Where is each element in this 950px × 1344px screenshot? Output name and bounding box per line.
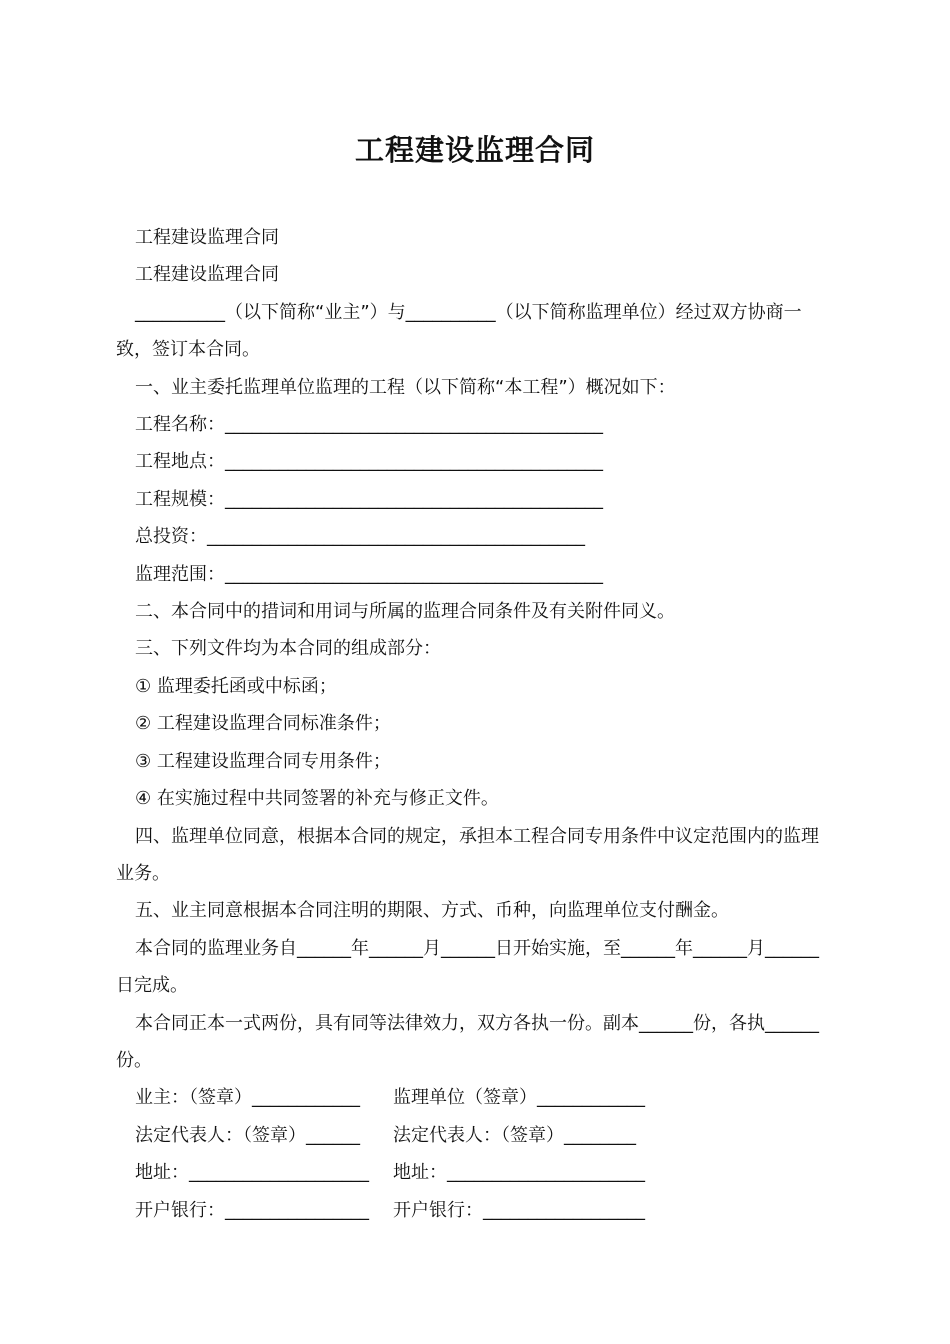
owner-address: 地址：____________________ xyxy=(135,1162,369,1184)
owner-bank: 开户银行：________________ xyxy=(135,1199,369,1221)
supervisor-legal-rep: 法定代表人：（签章）________ xyxy=(393,1124,636,1146)
clause-2: 二、本合同中的措词和用词与所属的监理合同条件及有关附件同义。 xyxy=(135,601,675,623)
supervisor-bank: 开户银行：__________________ xyxy=(393,1199,645,1221)
total-investment-field: 总投资：__________________________________________ xyxy=(135,526,585,548)
project-location-field: 工程地点：__________________________________________ xyxy=(135,451,603,473)
clause-5: 五、业主同意根据本合同注明的期限、方式、币种，向监理单位支付酬金。 xyxy=(135,900,729,922)
clause-4: 四、监理单位同意，根据本合同的规定，承担本工程合同专用条件中议定范围内的监理业务。 xyxy=(116,825,819,884)
supervision-scope-field: 监理范围：__________________________________________ xyxy=(135,563,603,585)
signature-row xyxy=(116,1079,836,1116)
supervisor-address: 地址：______________________ xyxy=(393,1162,645,1184)
clause-3-heading: 三、下列文件均为本合同的组成部分： xyxy=(135,638,441,660)
term-paragraph: 本合同的监理业务自______年______月______日开始实施，至______年______月______日完成。 xyxy=(116,937,819,997)
supervisor-signature: 监理单位（签章）____________ xyxy=(393,1087,645,1109)
subtitle-line: 工程建设监理合同 xyxy=(135,227,279,248)
document-list-item: ② 工程建设监理合同标准条件； xyxy=(135,713,391,735)
owner-legal-rep: 法定代表人：（签章）______ xyxy=(135,1124,360,1146)
project-name-field: 工程名称：__________________________________________ xyxy=(135,414,603,436)
contract-body xyxy=(116,219,836,1229)
signature-row xyxy=(116,1117,836,1154)
copies-paragraph: 本合同正本一式两份，具有同等法律效力，双方各执一份。副本______份，各执______份。 xyxy=(116,1012,819,1071)
subtitle-line: 工程建设监理合同 xyxy=(135,264,279,286)
signature-row xyxy=(116,1154,836,1191)
parties-paragraph: __________（以下简称“业主”）与__________（以下简称监理单位）经过双方协商一致，签订本合同。 xyxy=(116,301,802,361)
clause-1-heading: 一、业主委托监理单位监理的工程（以下简称“本工程”）概况如下： xyxy=(135,376,676,398)
document-list-item: ④ 在实施过程中共同签署的补充与修正文件。 xyxy=(135,788,499,810)
document-title: 工程建设监理合同 xyxy=(354,133,595,167)
document-list-item: ③ 工程建设监理合同专用条件； xyxy=(135,750,391,772)
owner-signature: 业主：（签章）____________ xyxy=(135,1087,360,1109)
project-scale-field: 工程规模：__________________________________________ xyxy=(135,488,603,510)
document-list-item: ① 监理委托函或中标函； xyxy=(135,675,337,697)
signature-row xyxy=(116,1192,836,1229)
